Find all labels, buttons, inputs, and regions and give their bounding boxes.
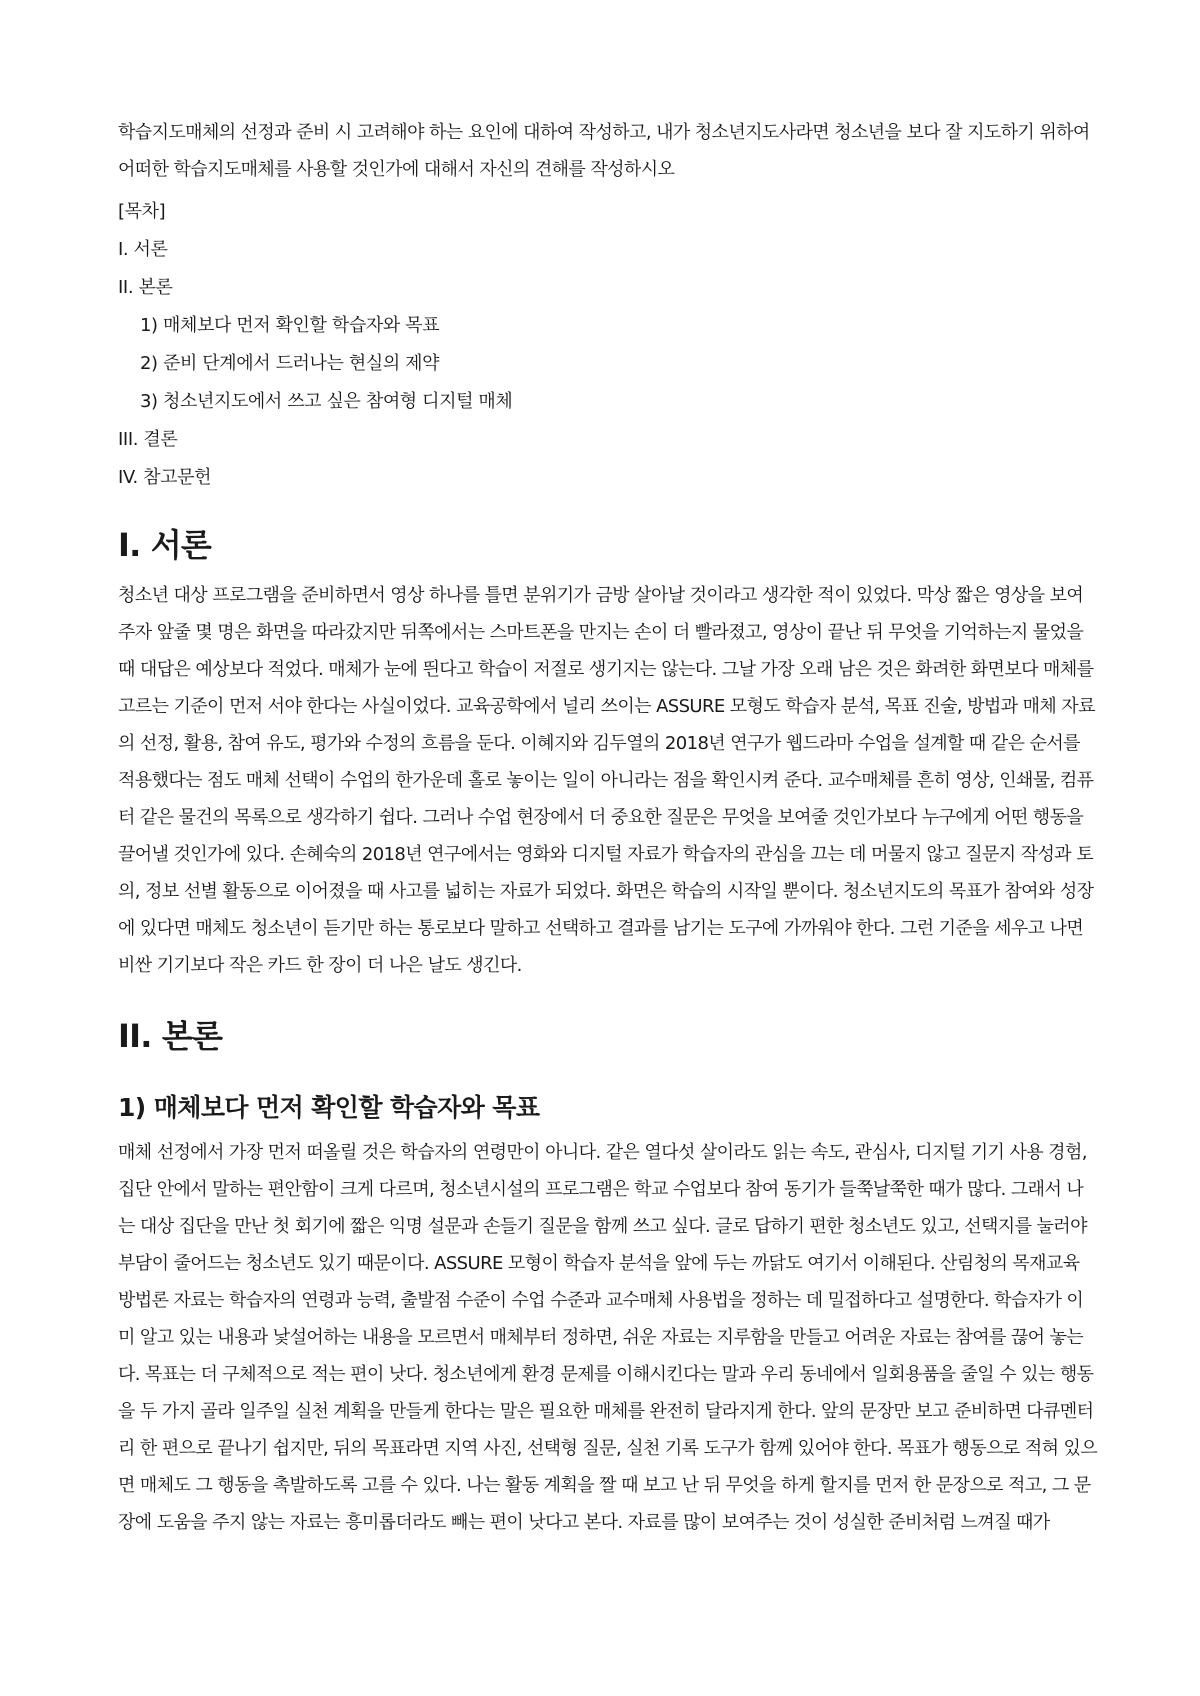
section-heading-intro: I. 서론 [118, 526, 212, 564]
assignment-prompt: 학습지도매체의 선정과 준비 시 고려해야 하는 요인에 대하여 작성하고, 내가 청소년지도사라면 청소년을 보다 잘 지도하기 위하여 어떠한 학습지도매체를 사용할 것인가에 대해서 자신의 견해를 작성하시오 [118, 122, 1090, 180]
intro-paragraph: 청소년 대상 프로그램을 준비하면서 영상 하나를 틀면 분위기가 금방 살아날 것이라고 생각한 적이 있었다. 막상 짧은 영상을 보여주자 앞줄 몇 명은 화면을 따라갔지만 뒤쪽에서는 스마트폰을 만지는 손이 더 빨라졌고, 영상이 끝난 뒤 무엇을 기억하는지 물었을 때 대답은 예상보다 적었다. 매체가 눈에 띈다고 학습이 저절로 생기지는 않는다. 그날 가장 오래 남은 것은 화려한 화면보다 매체를 고르는 기준이 먼저 서야 한다는 사실이었다. 교육공학에서 널리 쓰이는 ASSURE 모형도 학습자 분석, 목표 진술, 방법과 매체 자료의 선정, 활용, 참여 유도, 평가와 수정의 흐름을 둔다. 이혜지와 김두열의 2018년 연구가 웹드라마 수업을 설계할 때 같은 순서를 적용했다는 점도 매체 선택이 수업의 한가운데 홀로 놓이는 일이 아니라는 점을 확인시켜 준다. 교수매체를 흔히 영상, 인쇄물, 컴퓨터 같은 물건의 목록으로 생각하기 쉽다. 그러나 수업 현장에서 더 중요한 질문은 무엇을 보여줄 것인가보다 누구에게 어떤 행동을 끌어낼 것인가에 있다. 손혜숙의 2018년 연구에서는 영화와 디지털 자료가 학습자의 관심을 끄는 데 머물지 않고 질문지 작성과 토의, 정보 선별 활동으로 이어졌을 때 사고를 넓히는 자료가 되었다. 화면은 학습의 시작일 뿐이다. 청소년지도의 목표가 참여와 성장에 있다면 매체도 청소년이 듣기만 하는 통로보다 말하고 선택하고 결과를 남기는 도구에 가까워야 한다. 그런 기준을 세우고 나면 비싼 기기보다 작은 카드 한 장이 더 나은 날도 생긴다. [118, 585, 1095, 976]
document-page [118, 114, 1098, 1541]
subsection-heading-1: 1) 매체보다 먼저 확인할 학습자와 목표 [118, 1093, 540, 1122]
toc-item-body-1: 1) 매체보다 먼저 확인할 학습자와 목표 [140, 315, 440, 336]
table-of-contents [118, 193, 1098, 497]
toc-item-conclusion: III. 결론 [118, 429, 178, 450]
subsection-1-paragraph: 매체 선정에서 가장 먼저 떠올릴 것은 학습자의 연령만이 아니다. 같은 열다섯 살이라도 읽는 속도, 관심사, 디지털 기기 사용 경험, 집단 안에서 말하는 편안함이 크게 다르며, 청소년시설의 프로그램은 학교 수업보다 참여 동기가 들쭉날쭉한 때가 많다. 그래서 나는 대상 집단을 만난 첫 회기에 짧은 익명 설문과 손들기 질문을 함께 쓰고 싶다. 글로 답하기 편한 청소년도 있고, 선택지를 눌러야 부담이 줄어드는 청소년도 있기 때문이다. ASSURE 모형이 학습자 분석을 앞에 두는 까닭도 여기서 이해된다. 산림청의 목재교육 방법론 자료는 학습자의 연령과 능력, 출발점 수준이 수업 수준과 교수매체 사용법을 정하는 데 밀접하다고 설명한다. 학습자가 이미 알고 있는 내용과 낯설어하는 내용을 모르면서 매체부터 정하면, 쉬운 자료는 지루함을 만들고 어려운 자료는 참여를 끊어 놓는다. 목표는 더 구체적으로 적는 편이 낫다. 청소년에게 환경 문제를 이해시킨다는 말과 우리 동네에서 일회용품을 줄일 수 있는 행동을 두 가지 골라 일주일 실천 계획을 만들게 한다는 말은 필요한 매체를 완전히 달라지게 한다. 앞의 문장만 보고 준비하면 다큐멘터리 한 편으로 끝나기 쉽지만, 뒤의 목표라면 지역 사진, 선택형 질문, 실천 기록 도구가 함께 있어야 한다. 목표가 행동으로 적혀 있으면 매체도 그 행동을 촉발하도록 고를 수 있다. 나는 활동 계획을 짤 때 보고 난 뒤 무엇을 하게 할지를 먼저 한 문장으로 적고, 그 문장에 도움을 주지 않는 자료는 흥미롭더라도 빼는 편이 낫다고 본다. 자료를 많이 보여주는 것이 성실한 준비처럼 느껴질 때가 [118, 1142, 1098, 1533]
toc-item-references: IV. 참고문헌 [118, 467, 212, 488]
toc-item-body-3: 3) 청소년지도에서 쓰고 싶은 참여형 디지털 매체 [140, 391, 513, 412]
toc-item-body: II. 본론 [118, 277, 173, 298]
toc-title: [목차] [118, 201, 166, 222]
section-heading-body: II. 본론 [118, 1017, 223, 1055]
toc-item-body-2: 2) 준비 단계에서 드러나는 현실의 제약 [140, 353, 440, 374]
toc-item-intro: I. 서론 [118, 239, 168, 260]
